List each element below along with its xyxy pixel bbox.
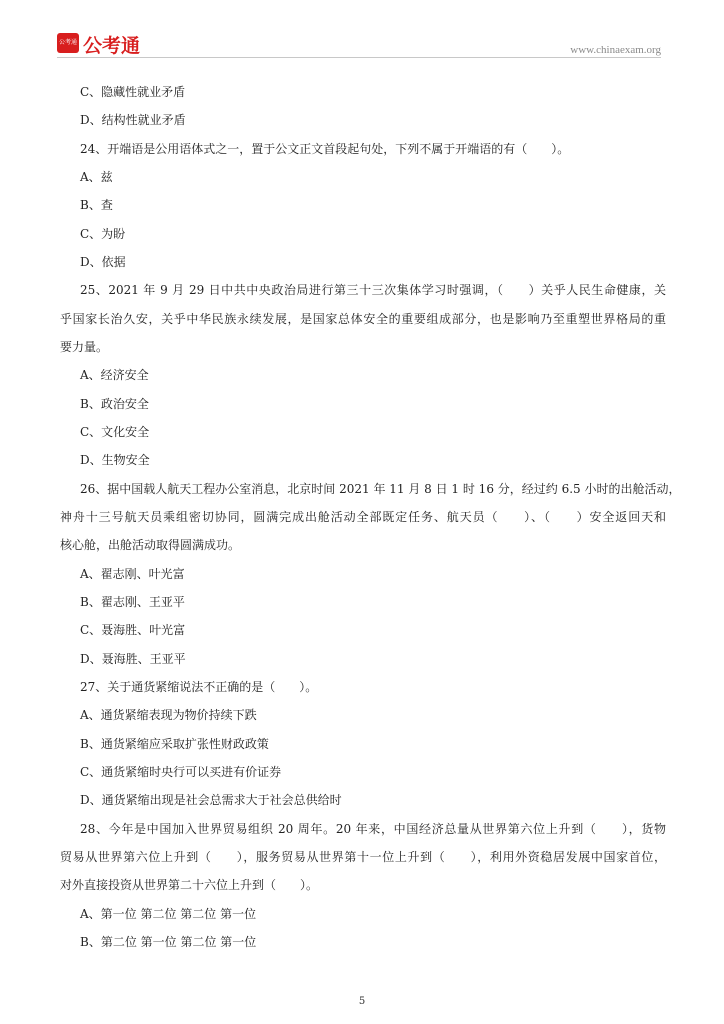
option-a: A、翟志刚、叶光富	[80, 567, 185, 581]
option-b: B、通货紧缩应采取扩张性财政政策	[80, 737, 269, 751]
question-28-cont: 贸易从世界第六位上升到（ ），服务贸易从世界第十一位上升到（ ），利用外资稳居发展中国家首位，	[60, 850, 666, 864]
question-26-cont: 神舟十三号航天员乘组密切协同，圆满完成出舱活动全部既定任务、航天员（ ）、（ ）安全返回天和	[60, 510, 666, 524]
option-a: A、兹	[80, 170, 113, 184]
option-a: A、通货紧缩表现为物价持续下跌	[80, 708, 257, 722]
option-d: D、依据	[80, 255, 126, 269]
option-c: C、通货紧缩时央行可以买进有价证券	[80, 765, 282, 779]
logo-text: 公考通	[83, 35, 141, 57]
option-d: D、生物安全	[80, 453, 150, 467]
logo-badge: 公考通	[57, 33, 79, 53]
page-number: 5	[358, 996, 366, 1007]
option-b: B、第二位 第一位 第二位 第一位	[80, 935, 257, 949]
option-b: B、查	[80, 198, 113, 212]
option-c: C、隐藏性就业矛盾	[80, 85, 186, 99]
option-d: D、通货紧缩出现是社会总需求大于社会总供给时	[80, 793, 342, 807]
question-27: 27、关于通货紧缩说法不正确的是（ ）。	[80, 680, 318, 694]
question-26-cont: 核心舱，出舱活动取得圆满成功。	[60, 538, 241, 552]
option-c: C、为盼	[80, 227, 126, 241]
option-d: D、聂海胜、王亚平	[80, 652, 186, 666]
option-b: B、政治安全	[80, 397, 149, 411]
site-url: www.chinaexam.org	[570, 44, 661, 56]
header-divider	[57, 57, 661, 58]
question-28: 28、今年是中国加入世界贸易组织 20 周年。20 年来，中国经济总量从世界第六位上升到（ ），货物	[80, 822, 666, 836]
option-d: D、结构性就业矛盾	[80, 113, 186, 127]
question-25: 25、2021 年 9 月 29 日中共中央政治局进行第三十三次集体学习时强调，（ ）关乎人民生命健康，关	[80, 283, 666, 297]
option-c: C、聂海胜、叶光富	[80, 623, 186, 637]
option-a: A、经济安全	[80, 368, 149, 382]
question-28-cont: 对外直接投资从世界第二十六位上升到（ ）。	[60, 878, 319, 892]
question-24: 24、开端语是公用语体式之一，置于公文正文首段起句处，下列不属于开端语的有（ ）。	[80, 142, 570, 156]
option-c: C、文化安全	[80, 425, 150, 439]
question-25-cont: 乎国家长治久安，关乎中华民族永续发展，是国家总体安全的重要组成部分，也是影响乃至重塑世界格局的重	[60, 312, 666, 326]
option-a: A、第一位 第二位 第二位 第一位	[80, 907, 257, 921]
question-25-cont: 要力量。	[60, 340, 109, 354]
option-b: B、翟志刚、王亚平	[80, 595, 185, 609]
page-header	[0, 0, 724, 62]
question-26: 26、据中国载人航天工程办公室消息，北京时间 2021 年 11 月 8 日 1 时 16 分，经过约 6.5 小时的出舱活动，	[80, 482, 681, 496]
